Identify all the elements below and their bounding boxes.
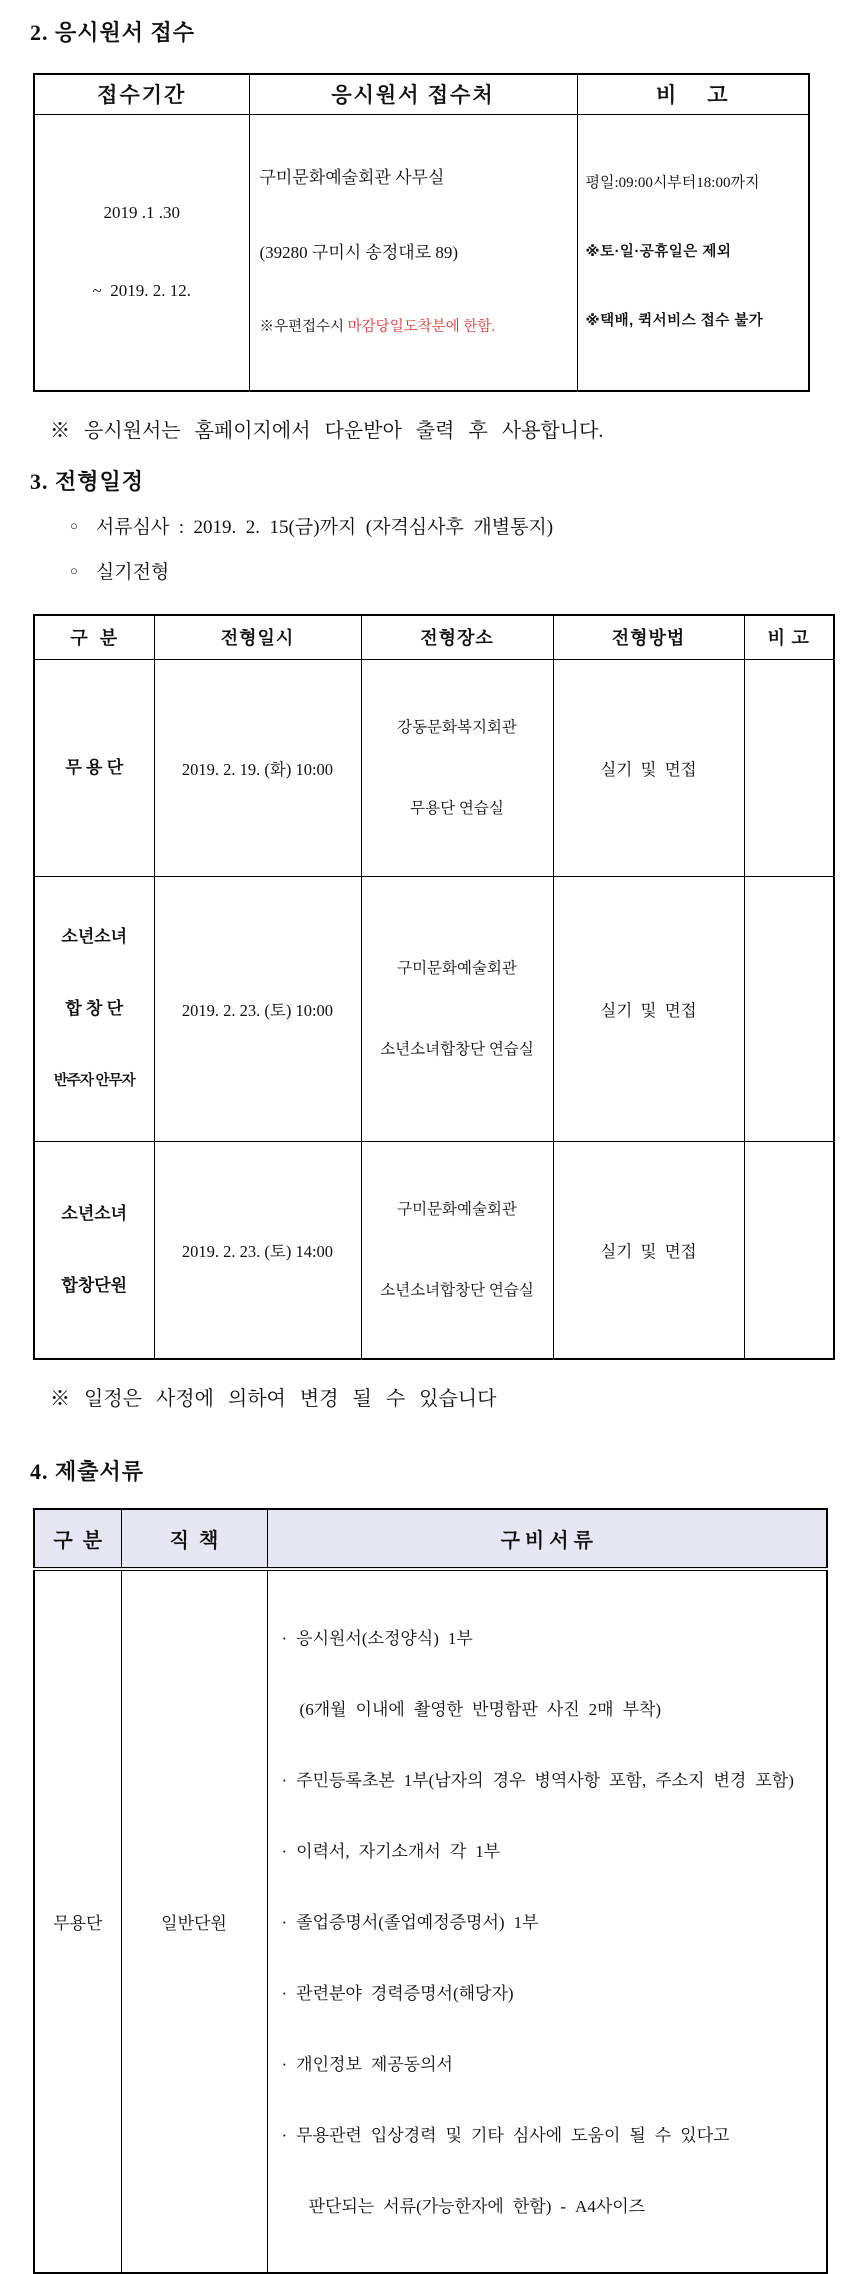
place-line: 강동문화복지회관 [397,719,517,736]
cell-reception-place [249,114,577,391]
category-line: 소년소녀 [61,927,128,946]
col-header-note: 비 고 [744,615,834,660]
cell-category [34,660,154,877]
document-item: (6개월 이내에 촬영한 반명함판 사진 2매 부착) [281,1700,662,1719]
section4-title: 4. 제출서류 [30,1459,145,1484]
table-row-choir-accompanist [34,877,834,1142]
cell-datetime: 2019. 2. 23. (토) 14:00 [154,1142,361,1360]
cell-datetime: 2019. 2. 23. (토) 10:00 [154,877,361,1142]
section3-title: 3. 전형일정 [30,468,145,494]
table-row-dance-troupe-documents [34,1569,827,2273]
cell-place [361,1142,553,1360]
table-header-row [34,1509,827,1569]
col-header-datetime: 전형일시 [154,615,361,660]
table-row [34,114,809,391]
cell-remarks [577,114,809,391]
col-header-category: 구 분 [34,615,154,660]
postal-note-deadline: 마감당일도착분에 한함. [347,318,495,335]
cell-note [744,660,834,877]
document-item: 판단되는 서류(가능한자에 한함) - A4사이즈 [281,2197,646,2216]
document-item: · 관련분야 경력증명서(해당자) [281,1984,514,2003]
cell-document-list [267,1569,827,2273]
place-line: 구미문화예술회관 [397,960,517,977]
document-item: · 주민등록초본 1부(남자의 경우 병역사항 포함, 주소지 변경 포함) [281,1771,794,1790]
document-item: · 이력서, 자기소개서 각 1부 [281,1842,501,1861]
postal-note-prefix: ※우편접수시 [259,318,348,335]
period-line1: 2019 .1 .30 [103,203,180,222]
document-item: · 개인정보 제공동의서 [281,2055,453,2074]
table-row-dance-troupe [34,660,834,877]
col-header-period: 접수기간 [34,74,249,114]
col-header-remarks: 비 고 [577,74,809,114]
bullet-circle-icon: ○ [70,518,78,533]
office-hours: 평일:09:00시부터18:00까지 [585,174,760,191]
bullet-circle-icon: ○ [70,563,78,578]
category-line: 반주자 안무자 [53,1073,135,1089]
period-line2: ~ 2019. 2. 12. [92,281,191,300]
place-line: 소년소녀합창단 연습실 [380,1041,534,1058]
office-address: (39280 구미시 송정대로 89) [259,242,459,262]
cell-place [361,877,553,1142]
category-line: 합 창 단 [65,999,124,1018]
cell-method: 실기 및 면접 [553,877,744,1142]
cell-place [361,660,553,877]
cell-method: 실기 및 면접 [553,1142,744,1360]
col-header-reception-place: 응시원서 접수처 [249,74,577,114]
cell-note [744,877,834,1142]
col-header-place: 전형장소 [361,615,553,660]
col-header-position: 직 책 [121,1509,267,1569]
section2-title: 2. 응시원서 접수 [30,20,196,45]
document-item: · 응시원서(소정양식) 1부 [281,1629,473,1648]
bullet-text: 실기전형 [95,561,170,583]
place-line: 구미문화예술회관 [397,1201,517,1218]
cell-category [34,877,154,1142]
table-row-choir-member [34,1142,834,1360]
table-header-row [34,74,809,114]
exam-schedule-table [33,614,835,1361]
cell-position: 일반단원 [121,1569,267,2273]
category-line: 합창단원 [61,1276,128,1295]
application-reception-table [33,73,810,392]
document-item: · 졸업증명서(졸업예정증명서) 1부 [281,1913,539,1932]
col-header-category: 구 분 [34,1509,121,1569]
col-header-required-documents: 구 비 서 류 [267,1509,827,1569]
table-header-row [34,615,834,660]
courier-note: ※택배, 퀵서비스 접수 불가 [585,312,764,329]
cell-note [744,1142,834,1360]
document-item: · 무용관련 입상경력 및 기타 심사에 도움이 될 수 있다고 [281,2126,730,2145]
cell-category [34,1142,154,1360]
place-line: 소년소녀합창단 연습실 [380,1282,534,1299]
holiday-exclusion-note: ※토·일·공휴일은 제외 [585,243,732,260]
bullet-practical-exam [30,557,834,584]
place-line: 무용단 연습실 [410,800,504,817]
bullet-document-screening [30,512,834,539]
cell-reception-period [34,114,249,391]
cell-method: 실기 및 면접 [553,660,744,877]
cell-datetime: 2019. 2. 19. (화) 10:00 [154,660,361,877]
category-line: 무 용 단 [65,758,124,777]
col-header-method: 전형방법 [553,615,744,660]
category-line: 소년소녀 [61,1204,128,1223]
schedule-change-note: ※ 일정은 사정에 의하여 변경 될 수 있습니다 [50,1388,497,1410]
download-note: ※ 응시원서는 홈페이지에서 다운받아 출력 후 사용합니다. [50,419,604,442]
office-name: 구미문화예술회관 사무실 [259,167,445,187]
postal-note [260,315,577,340]
bullet-text: 서류심사 : 2019. 2. 15(금)까지 (자격심사후 개별통지) [95,516,554,538]
required-documents-table [33,1508,828,2274]
cell-category: 무용단 [34,1569,121,2273]
